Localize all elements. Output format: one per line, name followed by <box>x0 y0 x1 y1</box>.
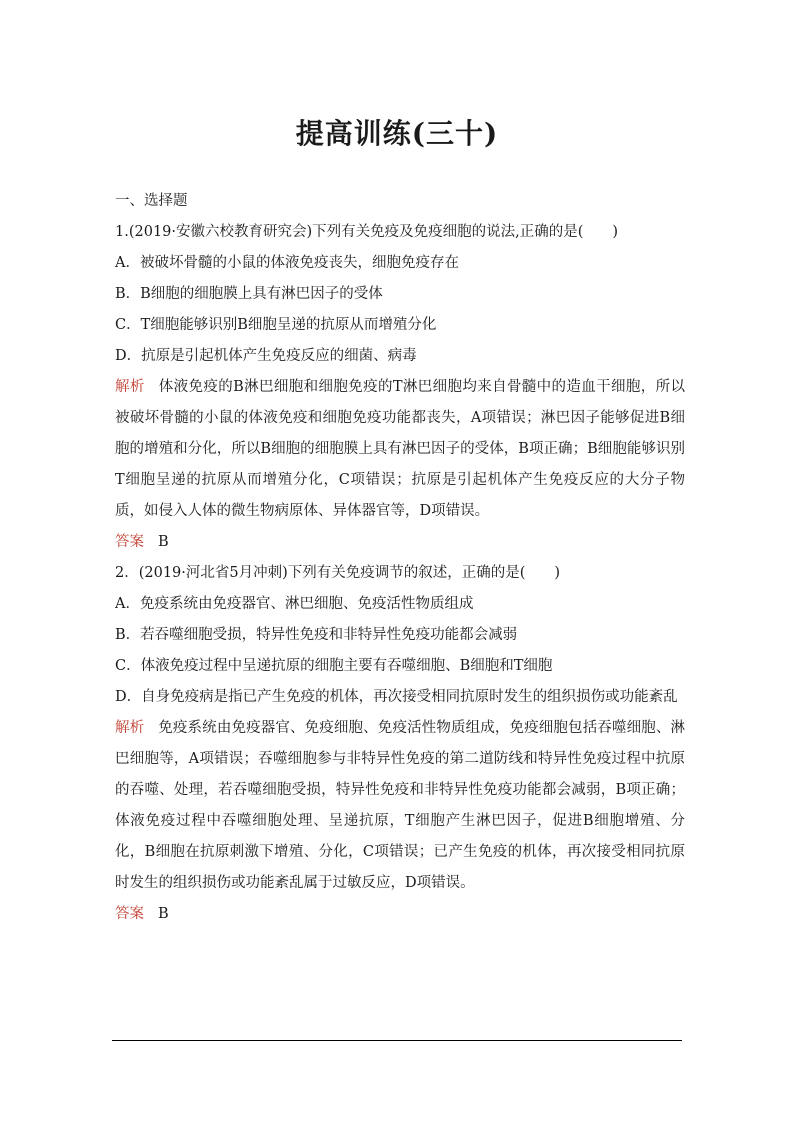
question-2 <box>115 558 685 930</box>
answer-value: B <box>158 906 169 922</box>
option-d: D．抗原是引起机体产生免疫反应的细菌、病毒 <box>115 348 417 364</box>
question-1 <box>115 217 685 558</box>
analysis <box>115 372 685 527</box>
option-b: B．B细胞的细胞膜上具有淋巴因子的受体 <box>115 286 383 302</box>
answer-value: B <box>158 534 169 550</box>
section-heading: 一、选择题 <box>115 193 188 209</box>
option-a: A．免疫系统由免疫器官、淋巴细胞、免疫活性物质组成 <box>115 596 474 612</box>
option-c: C．体液免疫过程中呈递抗原的细胞主要有吞噬细胞、B细胞和T细胞 <box>115 658 553 674</box>
option-d: D．自身免疫病是指已产生免疫的机体，再次接受相同抗原时发生的组织损伤或功能紊乱 <box>115 689 678 705</box>
question-stem: 2．(2019·河北省5月冲刺)下列有关免疫调节的叙述，正确的是( ) <box>115 565 561 581</box>
option-c: C．T细胞能够识别B细胞呈递的抗原从而增殖分化 <box>115 317 437 333</box>
analysis-text: 体液免疫的B淋巴细胞和细胞免疫的T淋巴细胞均来自骨髓中的造血干细胞，所以被破坏骨髓的小鼠的体液免疫和细胞免疫功能都丧失，A项错误；淋巴因子能够促进B细胞的增殖和分化，所以B细胞的细胞膜上具有淋巴因子的受体，B项正确；B细胞能够识别T细胞呈递的抗原从而增殖分化，C项错误；抗原是引起机体产生免疫反应的大分子物质，如侵入人体的微生物病原体、异体器官等，D项错误。 <box>115 379 686 519</box>
option-b: B．若吞噬细胞受损，特异性免疫和非特异性免疫功能都会减弱 <box>115 627 518 643</box>
option-a: A．被破坏骨髓的小鼠的体液免疫丧失，细胞免疫存在 <box>115 255 459 271</box>
answer <box>115 899 685 930</box>
analysis-label: 解析 <box>115 379 145 395</box>
document-body <box>115 186 685 930</box>
answer-label: 答案 <box>115 534 144 550</box>
answer-label: 答案 <box>115 906 144 922</box>
analysis <box>115 713 685 899</box>
answer <box>115 527 685 558</box>
page-title: 提高训练(三十) <box>295 117 499 150</box>
analysis-text: 免疫系统由免疫器官、免疫细胞、免疫活性物质组成，免疫细胞包括吞噬细胞、淋巴细胞等，A项错误；吞噬细胞参与非特异性免疫的第二道防线和特异性免疫过程中抗原的吞噬、处理，若吞噬细胞受损，特异性免疫和非特异性免疫功能都会减弱，B项正确；体液免疫过程中吞噬细胞处理、呈递抗原，T细胞产生淋巴因子，促进B细胞增殖、分化，B细胞在抗原刺激下增殖、分化，C项错误；已产生免疫的机体，再次接受相同抗原时发生的组织损伤或功能紊乱属于过敏反应，D项错误。 <box>115 720 686 891</box>
footer-divider <box>112 1040 682 1041</box>
analysis-label: 解析 <box>115 720 145 736</box>
question-stem: 1.(2019·安徽六校教育研究会)下列有关免疫及免疫细胞的说法,正确的是( ) <box>115 224 619 240</box>
